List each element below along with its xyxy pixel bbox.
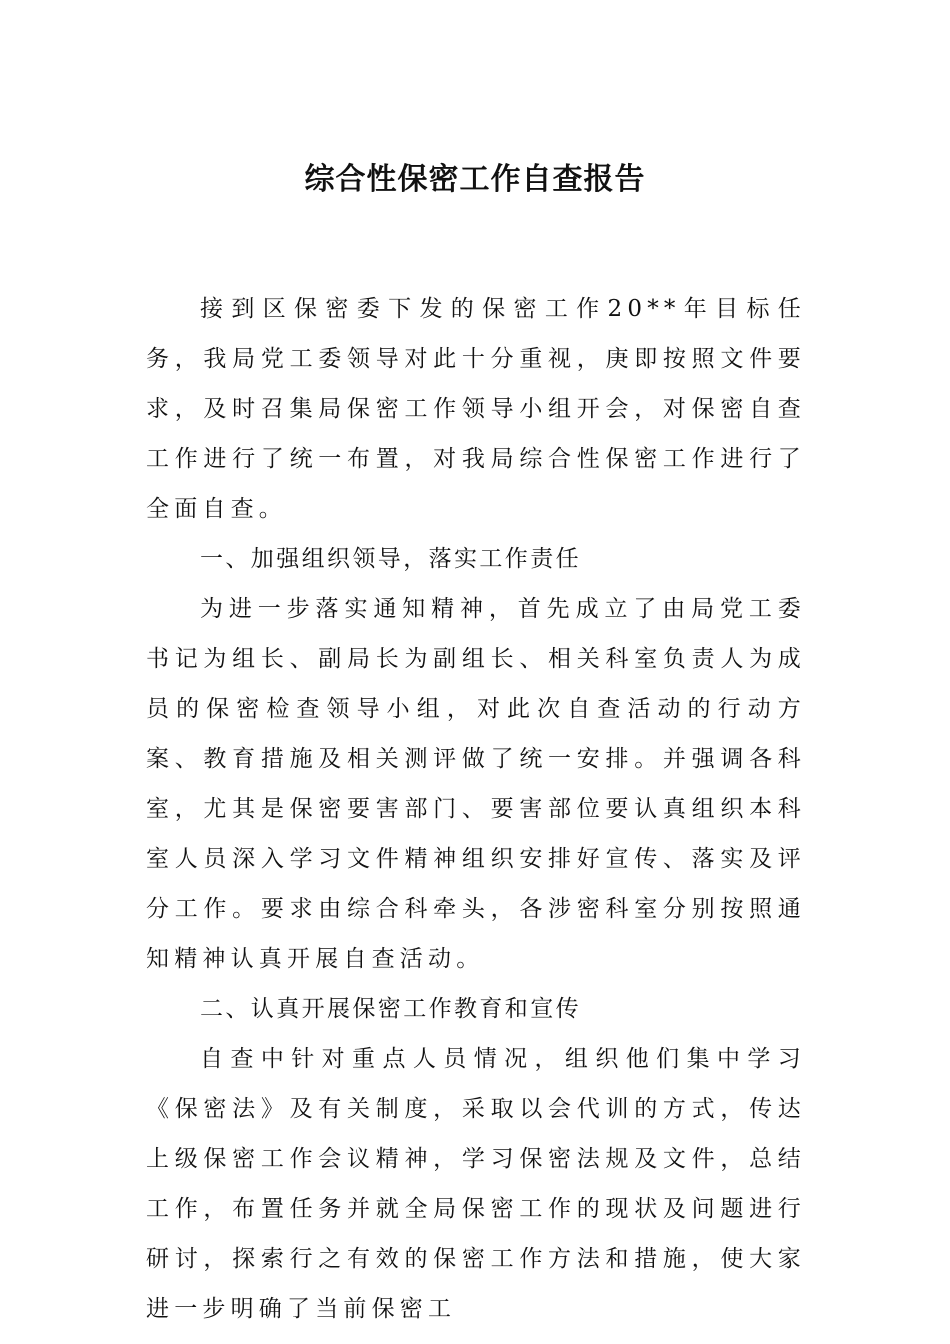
body-paragraph-2: 自查中针对重点人员情况，组织他们集中学习《保密法》及有关制度，采取以会代训的方式，传达上级保密工作会议精神，学习保密法规及文件，总结工作，布置任务并就全局保密工作的现状及问题进行研讨，探索行之有效的保密工作方法和措施，使大家进一步明确了当前保密工 (146, 1046, 806, 1322)
section-heading-2: 二、认真开展保密工作教育和宣传 (200, 996, 581, 1022)
body-paragraph-intro: 接到区保密委下发的保密工作20**年目标任务，我局党工委领导对此十分重视，庚即按照文件要求，及时召集局保密工作领导小组开会，对保密自查工作进行了统一布置，对我局综合性保密工作进行了全面自查。 (146, 296, 806, 522)
document-title: 综合性保密工作自查报告 (304, 162, 646, 197)
document-body (146, 284, 806, 1334)
section-heading-1: 一、加强组织领导，落实工作责任 (200, 546, 581, 572)
body-paragraph-1: 为进一步落实通知精神，首先成立了由局党工委书记为组长、副局长为副组长、相关科室负责人为成员的保密检查领导小组，对此次自查活动的行动方案、教育措施及相关测评做了统一安排。并强调各科室，尤其是保密要害部门、要害部位要认真组织本科室人员深入学习文件精神组织安排好宣传、落实及评分工作。要求由综合科牵头，各涉密科室分别按照通知精神认真开展自查活动。 (146, 596, 806, 972)
